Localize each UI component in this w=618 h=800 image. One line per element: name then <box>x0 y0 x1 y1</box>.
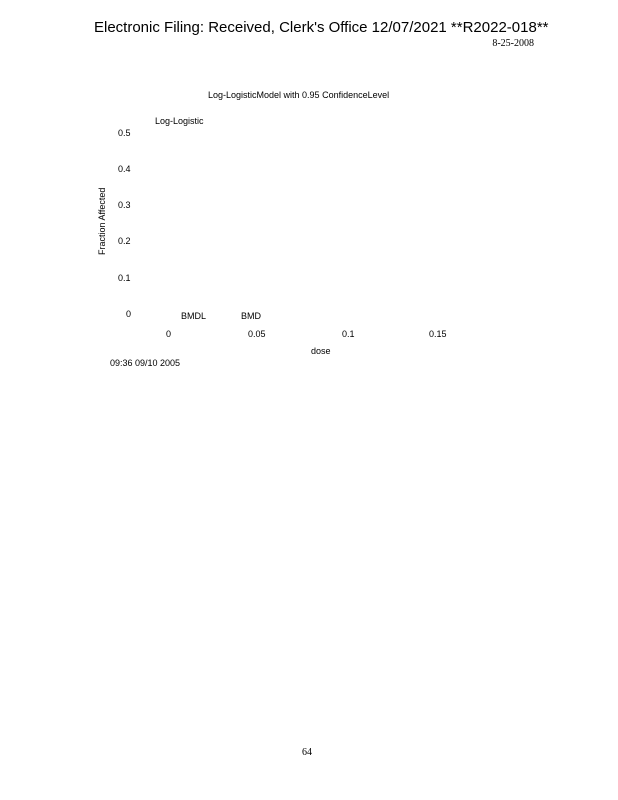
filing-stamp: Electronic Filing: Received, Clerk's Office 12/07/2021 **R2022-018** <box>94 19 549 36</box>
chart-timestamp: 09:36 09/10 2005 <box>110 358 181 368</box>
bmd-marker-label: BMD <box>241 311 261 321</box>
x-tick-label: 0 <box>166 329 172 339</box>
y-tick-label: 0.1 <box>118 273 131 283</box>
y-tick-label: 0 <box>126 309 132 319</box>
bmdl-marker-label: BMDL <box>181 311 207 321</box>
x-tick-label: 0.1 <box>342 329 355 339</box>
chart-title: Log-LogisticModel with 0.95 ConfidenceLevel <box>208 90 390 100</box>
model-label: Log-Logistic <box>155 116 204 126</box>
y-tick-label: 0.5 <box>118 128 131 138</box>
y-axis-label: Fraction Affected <box>97 187 107 255</box>
document-date: 8-25-2008 <box>492 38 534 49</box>
x-axis-label: dose <box>311 346 331 356</box>
y-tick-label: 0.3 <box>118 200 131 210</box>
page-number: 64 <box>302 747 312 758</box>
x-tick-label: 0.05 <box>248 329 266 339</box>
x-tick-label: 0.15 <box>429 329 447 339</box>
y-tick-label: 0.2 <box>118 236 131 246</box>
y-tick-label: 0.4 <box>118 164 131 174</box>
